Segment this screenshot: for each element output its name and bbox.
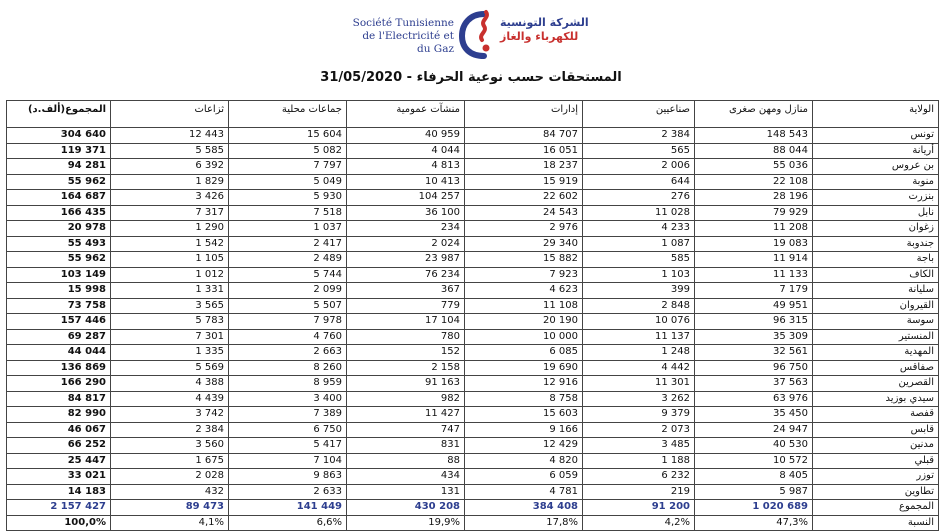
cell-agri: 432 (111, 484, 229, 500)
cell-residential: 24 947 (695, 422, 813, 438)
cell-residential: 1 020 689 (695, 500, 813, 516)
cell-total: 100,0% (7, 515, 111, 531)
cell-industrial: 2 006 (583, 159, 695, 175)
cell-agri: 1 012 (111, 267, 229, 283)
cell-public: 76 234 (347, 267, 465, 283)
cell-residential: 35 309 (695, 329, 813, 345)
cell-public: 40 959 (347, 128, 465, 144)
cell-agri: 12 443 (111, 128, 229, 144)
table-row (7, 376, 939, 392)
cell-public: 434 (347, 469, 465, 485)
cell-gov: قابس (813, 422, 939, 438)
cell-admin: 24 543 (465, 205, 583, 221)
cell-gov: النسبة (813, 515, 939, 531)
cell-admin: 15 882 (465, 252, 583, 268)
cell-total: 164 687 (7, 190, 111, 206)
cell-public: 17 104 (347, 314, 465, 330)
cell-residential: 11 133 (695, 267, 813, 283)
cell-residential: 11 914 (695, 252, 813, 268)
cell-residential: 19 083 (695, 236, 813, 252)
table-row (7, 407, 939, 423)
cell-gov: تطاوين (813, 484, 939, 500)
cell-total: 73 758 (7, 298, 111, 314)
table-row (7, 484, 939, 500)
cell-agri: 2 384 (111, 422, 229, 438)
cell-public: 747 (347, 422, 465, 438)
col-header-industrial: صناعيين (583, 101, 695, 128)
cell-industrial: 219 (583, 484, 695, 500)
cell-residential: 7 179 (695, 283, 813, 299)
cell-public: 430 208 (347, 500, 465, 516)
cell-admin: 22 602 (465, 190, 583, 206)
company-name-french (352, 17, 454, 56)
cell-agri: 5 585 (111, 143, 229, 159)
col-header-total: المجموع(ألف.د) (7, 101, 111, 128)
cell-industrial: 585 (583, 252, 695, 268)
cell-industrial: 3 262 (583, 391, 695, 407)
col-header-local: جماعات محلية (229, 101, 347, 128)
cell-admin: 18 237 (465, 159, 583, 175)
cell-local: 141 449 (229, 500, 347, 516)
cell-residential: 35 450 (695, 407, 813, 423)
cell-industrial: 9 379 (583, 407, 695, 423)
cell-gov: باجة (813, 252, 939, 268)
cell-admin: 16 051 (465, 143, 583, 159)
cell-gov: توزر (813, 469, 939, 485)
cell-total: 2 157 427 (7, 500, 111, 516)
cell-local: 8 959 (229, 376, 347, 392)
cell-local: 5 417 (229, 438, 347, 454)
table-row (7, 298, 939, 314)
cell-residential: 37 563 (695, 376, 813, 392)
table-row (7, 159, 939, 175)
cell-gov: قبلي (813, 453, 939, 469)
cell-industrial: 1 087 (583, 236, 695, 252)
cell-admin: 4 623 (465, 283, 583, 299)
cell-total: 119 371 (7, 143, 111, 159)
cell-residential: 96 315 (695, 314, 813, 330)
cell-residential: 96 750 (695, 360, 813, 376)
cell-admin: 29 340 (465, 236, 583, 252)
cell-gov: سليانة (813, 283, 939, 299)
cell-industrial: 276 (583, 190, 695, 206)
cell-public: 780 (347, 329, 465, 345)
cell-local: 5 744 (229, 267, 347, 283)
table-row (7, 174, 939, 190)
company-name-french-line1: Société Tunisienne (352, 17, 454, 29)
cell-total: 136 869 (7, 360, 111, 376)
cell-admin: 2 976 (465, 221, 583, 237)
cell-local: 7 797 (229, 159, 347, 175)
cell-gov: قفصة (813, 407, 939, 423)
cell-agri: 7 317 (111, 205, 229, 221)
cell-industrial: 11 028 (583, 205, 695, 221)
cell-industrial: 1 103 (583, 267, 695, 283)
cell-residential: 40 530 (695, 438, 813, 454)
cell-agri: 1 331 (111, 283, 229, 299)
cell-gov: القيروان (813, 298, 939, 314)
cell-local: 3 400 (229, 391, 347, 407)
cell-total: 94 281 (7, 159, 111, 175)
cell-gov: سيدي بوزيد (813, 391, 939, 407)
cell-admin: 12 916 (465, 376, 583, 392)
cell-admin: 17,8% (465, 515, 583, 531)
cell-public: 367 (347, 283, 465, 299)
table-row (7, 329, 939, 345)
cell-gov: بن عروس (813, 159, 939, 175)
cell-public: 104 257 (347, 190, 465, 206)
percentage-row (7, 515, 939, 531)
cell-residential: 79 929 (695, 205, 813, 221)
cell-total: 69 287 (7, 329, 111, 345)
cell-public: 4 044 (347, 143, 465, 159)
total-row (7, 500, 939, 516)
cell-local: 8 260 (229, 360, 347, 376)
cell-public: 10 413 (347, 174, 465, 190)
cell-admin: 6 059 (465, 469, 583, 485)
cell-local: 1 037 (229, 221, 347, 237)
cell-local: 5 507 (229, 298, 347, 314)
table-row (7, 469, 939, 485)
company-name-french-line2: de l'Electricité et du Gaz (362, 30, 454, 55)
cell-gov: القصرين (813, 376, 939, 392)
cell-residential: 55 036 (695, 159, 813, 175)
cell-gov: سوسة (813, 314, 939, 330)
cell-public: 88 (347, 453, 465, 469)
cell-admin: 9 166 (465, 422, 583, 438)
cell-public: 234 (347, 221, 465, 237)
table-row (7, 345, 939, 361)
cell-gov: الكاف (813, 267, 939, 283)
cell-local: 5 049 (229, 174, 347, 190)
cell-industrial: 644 (583, 174, 695, 190)
cell-public: 831 (347, 438, 465, 454)
cell-admin: 15 919 (465, 174, 583, 190)
cell-agri: 4 439 (111, 391, 229, 407)
cell-admin: 10 000 (465, 329, 583, 345)
cell-agri: 4 388 (111, 376, 229, 392)
table-row (7, 360, 939, 376)
cell-agri: 3 565 (111, 298, 229, 314)
cell-local: 7 518 (229, 205, 347, 221)
cell-industrial: 3 485 (583, 438, 695, 454)
cell-total: 46 067 (7, 422, 111, 438)
cell-residential: 11 208 (695, 221, 813, 237)
cell-public: 36 100 (347, 205, 465, 221)
cell-total: 304 640 (7, 128, 111, 144)
table-row (7, 267, 939, 283)
cell-local: 2 417 (229, 236, 347, 252)
document-title: المستحقات حسب نوعية الحرفاء - 31/05/2020 (320, 70, 622, 85)
cell-residential: 148 543 (695, 128, 813, 144)
cell-local: 9 863 (229, 469, 347, 485)
cell-total: 166 290 (7, 376, 111, 392)
cell-public: 152 (347, 345, 465, 361)
cell-total: 55 962 (7, 174, 111, 190)
cell-admin: 4 820 (465, 453, 583, 469)
cell-public: 779 (347, 298, 465, 314)
table-row (7, 205, 939, 221)
cell-industrial: 4 442 (583, 360, 695, 376)
cell-public: 4 813 (347, 159, 465, 175)
cell-residential: 8 405 (695, 469, 813, 485)
cell-agri: 6 392 (111, 159, 229, 175)
col-header-agri: ثزاعات (111, 101, 229, 128)
cell-industrial: 10 076 (583, 314, 695, 330)
cell-residential: 22 108 (695, 174, 813, 190)
table-row (7, 252, 939, 268)
company-name-arabic-line2: للكهرباء والغاز (500, 30, 579, 43)
cell-gov: بنزرت (813, 190, 939, 206)
cell-local: 2 489 (229, 252, 347, 268)
cell-residential: 32 561 (695, 345, 813, 361)
cell-admin: 6 085 (465, 345, 583, 361)
col-header-gov: الولاية (813, 101, 939, 128)
cell-local: 5 082 (229, 143, 347, 159)
cell-gov: المهدية (813, 345, 939, 361)
cell-total: 14 183 (7, 484, 111, 500)
cell-agri: 2 028 (111, 469, 229, 485)
cell-residential: 5 987 (695, 484, 813, 500)
cell-industrial: 4 233 (583, 221, 695, 237)
cell-agri: 1 290 (111, 221, 229, 237)
cell-gov: المجموع (813, 500, 939, 516)
table-row (7, 453, 939, 469)
cell-industrial: 2 848 (583, 298, 695, 314)
cell-gov: منوبة (813, 174, 939, 190)
cell-agri: 89 473 (111, 500, 229, 516)
cell-agri: 7 301 (111, 329, 229, 345)
cell-industrial: 91 200 (583, 500, 695, 516)
cell-total: 25 447 (7, 453, 111, 469)
cell-total: 55 493 (7, 236, 111, 252)
cell-industrial: 1 188 (583, 453, 695, 469)
cell-agri: 1 105 (111, 252, 229, 268)
cell-agri: 1 675 (111, 453, 229, 469)
cell-industrial: 11 301 (583, 376, 695, 392)
cell-local: 4 760 (229, 329, 347, 345)
cell-agri: 3 742 (111, 407, 229, 423)
cell-residential: 28 196 (695, 190, 813, 206)
cell-public: 2 158 (347, 360, 465, 376)
cell-total: 157 446 (7, 314, 111, 330)
cell-industrial: 2 073 (583, 422, 695, 438)
cell-public: 2 024 (347, 236, 465, 252)
cell-gov: مدنين (813, 438, 939, 454)
col-header-public: منشآت عمومية (347, 101, 465, 128)
cell-gov: نابل (813, 205, 939, 221)
cell-agri: 5 569 (111, 360, 229, 376)
cell-gov: تونس (813, 128, 939, 144)
company-name-arabic (500, 16, 610, 44)
cell-local: 5 930 (229, 190, 347, 206)
letterhead (0, 0, 942, 64)
receivables-table (6, 100, 939, 531)
cell-industrial: 4,2% (583, 515, 695, 531)
cell-agri: 3 426 (111, 190, 229, 206)
cell-local: 7 389 (229, 407, 347, 423)
cell-admin: 84 707 (465, 128, 583, 144)
cell-admin: 384 408 (465, 500, 583, 516)
table-row (7, 283, 939, 299)
table-row (7, 422, 939, 438)
table-row (7, 438, 939, 454)
cell-residential: 63 976 (695, 391, 813, 407)
table-row (7, 221, 939, 237)
cell-total: 103 149 (7, 267, 111, 283)
cell-local: 6 750 (229, 422, 347, 438)
table-row (7, 236, 939, 252)
cell-public: 91 163 (347, 376, 465, 392)
cell-industrial: 2 384 (583, 128, 695, 144)
cell-admin: 11 108 (465, 298, 583, 314)
table-row (7, 190, 939, 206)
cell-admin: 12 429 (465, 438, 583, 454)
cell-local: 15 604 (229, 128, 347, 144)
cell-agri: 1 829 (111, 174, 229, 190)
cell-industrial: 6 232 (583, 469, 695, 485)
cell-admin: 8 758 (465, 391, 583, 407)
cell-agri: 1 335 (111, 345, 229, 361)
cell-industrial: 1 248 (583, 345, 695, 361)
cell-total: 44 044 (7, 345, 111, 361)
cell-total: 33 021 (7, 469, 111, 485)
cell-agri: 3 560 (111, 438, 229, 454)
cell-total: 166 435 (7, 205, 111, 221)
cell-gov: جندوبة (813, 236, 939, 252)
cell-agri: 5 783 (111, 314, 229, 330)
company-name-arabic-line1: الشركة التونسية (500, 16, 589, 29)
cell-local: 7 978 (229, 314, 347, 330)
table-row (7, 143, 939, 159)
cell-gov: المنستير (813, 329, 939, 345)
cell-gov: أريانة (813, 143, 939, 159)
table-row (7, 128, 939, 144)
cell-total: 66 252 (7, 438, 111, 454)
cell-industrial: 399 (583, 283, 695, 299)
cell-admin: 7 923 (465, 267, 583, 283)
cell-total: 15 998 (7, 283, 111, 299)
table-header-row (7, 101, 939, 128)
cell-gov: زغوان (813, 221, 939, 237)
cell-gov: صفاقس (813, 360, 939, 376)
cell-agri: 1 542 (111, 236, 229, 252)
cell-public: 131 (347, 484, 465, 500)
cell-industrial: 565 (583, 143, 695, 159)
cell-admin: 19 690 (465, 360, 583, 376)
cell-industrial: 11 137 (583, 329, 695, 345)
cell-residential: 49 951 (695, 298, 813, 314)
cell-residential: 47,3% (695, 515, 813, 531)
cell-agri: 4,1% (111, 515, 229, 531)
cell-total: 20 978 (7, 221, 111, 237)
col-header-residential: منازل ومهن صغرى (695, 101, 813, 128)
cell-local: 2 663 (229, 345, 347, 361)
cell-public: 982 (347, 391, 465, 407)
table-row (7, 391, 939, 407)
cell-admin: 20 190 (465, 314, 583, 330)
cell-local: 6,6% (229, 515, 347, 531)
steg-logo (456, 8, 496, 60)
cell-total: 55 962 (7, 252, 111, 268)
table-body (7, 128, 939, 531)
cell-admin: 15 603 (465, 407, 583, 423)
table-row (7, 314, 939, 330)
cell-local: 7 104 (229, 453, 347, 469)
cell-total: 84 817 (7, 391, 111, 407)
cell-residential: 10 572 (695, 453, 813, 469)
cell-local: 2 633 (229, 484, 347, 500)
cell-public: 23 987 (347, 252, 465, 268)
cell-residential: 88 044 (695, 143, 813, 159)
cell-public: 19,9% (347, 515, 465, 531)
cell-local: 2 099 (229, 283, 347, 299)
cell-public: 11 427 (347, 407, 465, 423)
col-header-admin: إدارات (465, 101, 583, 128)
cell-total: 82 990 (7, 407, 111, 423)
cell-admin: 4 781 (465, 484, 583, 500)
